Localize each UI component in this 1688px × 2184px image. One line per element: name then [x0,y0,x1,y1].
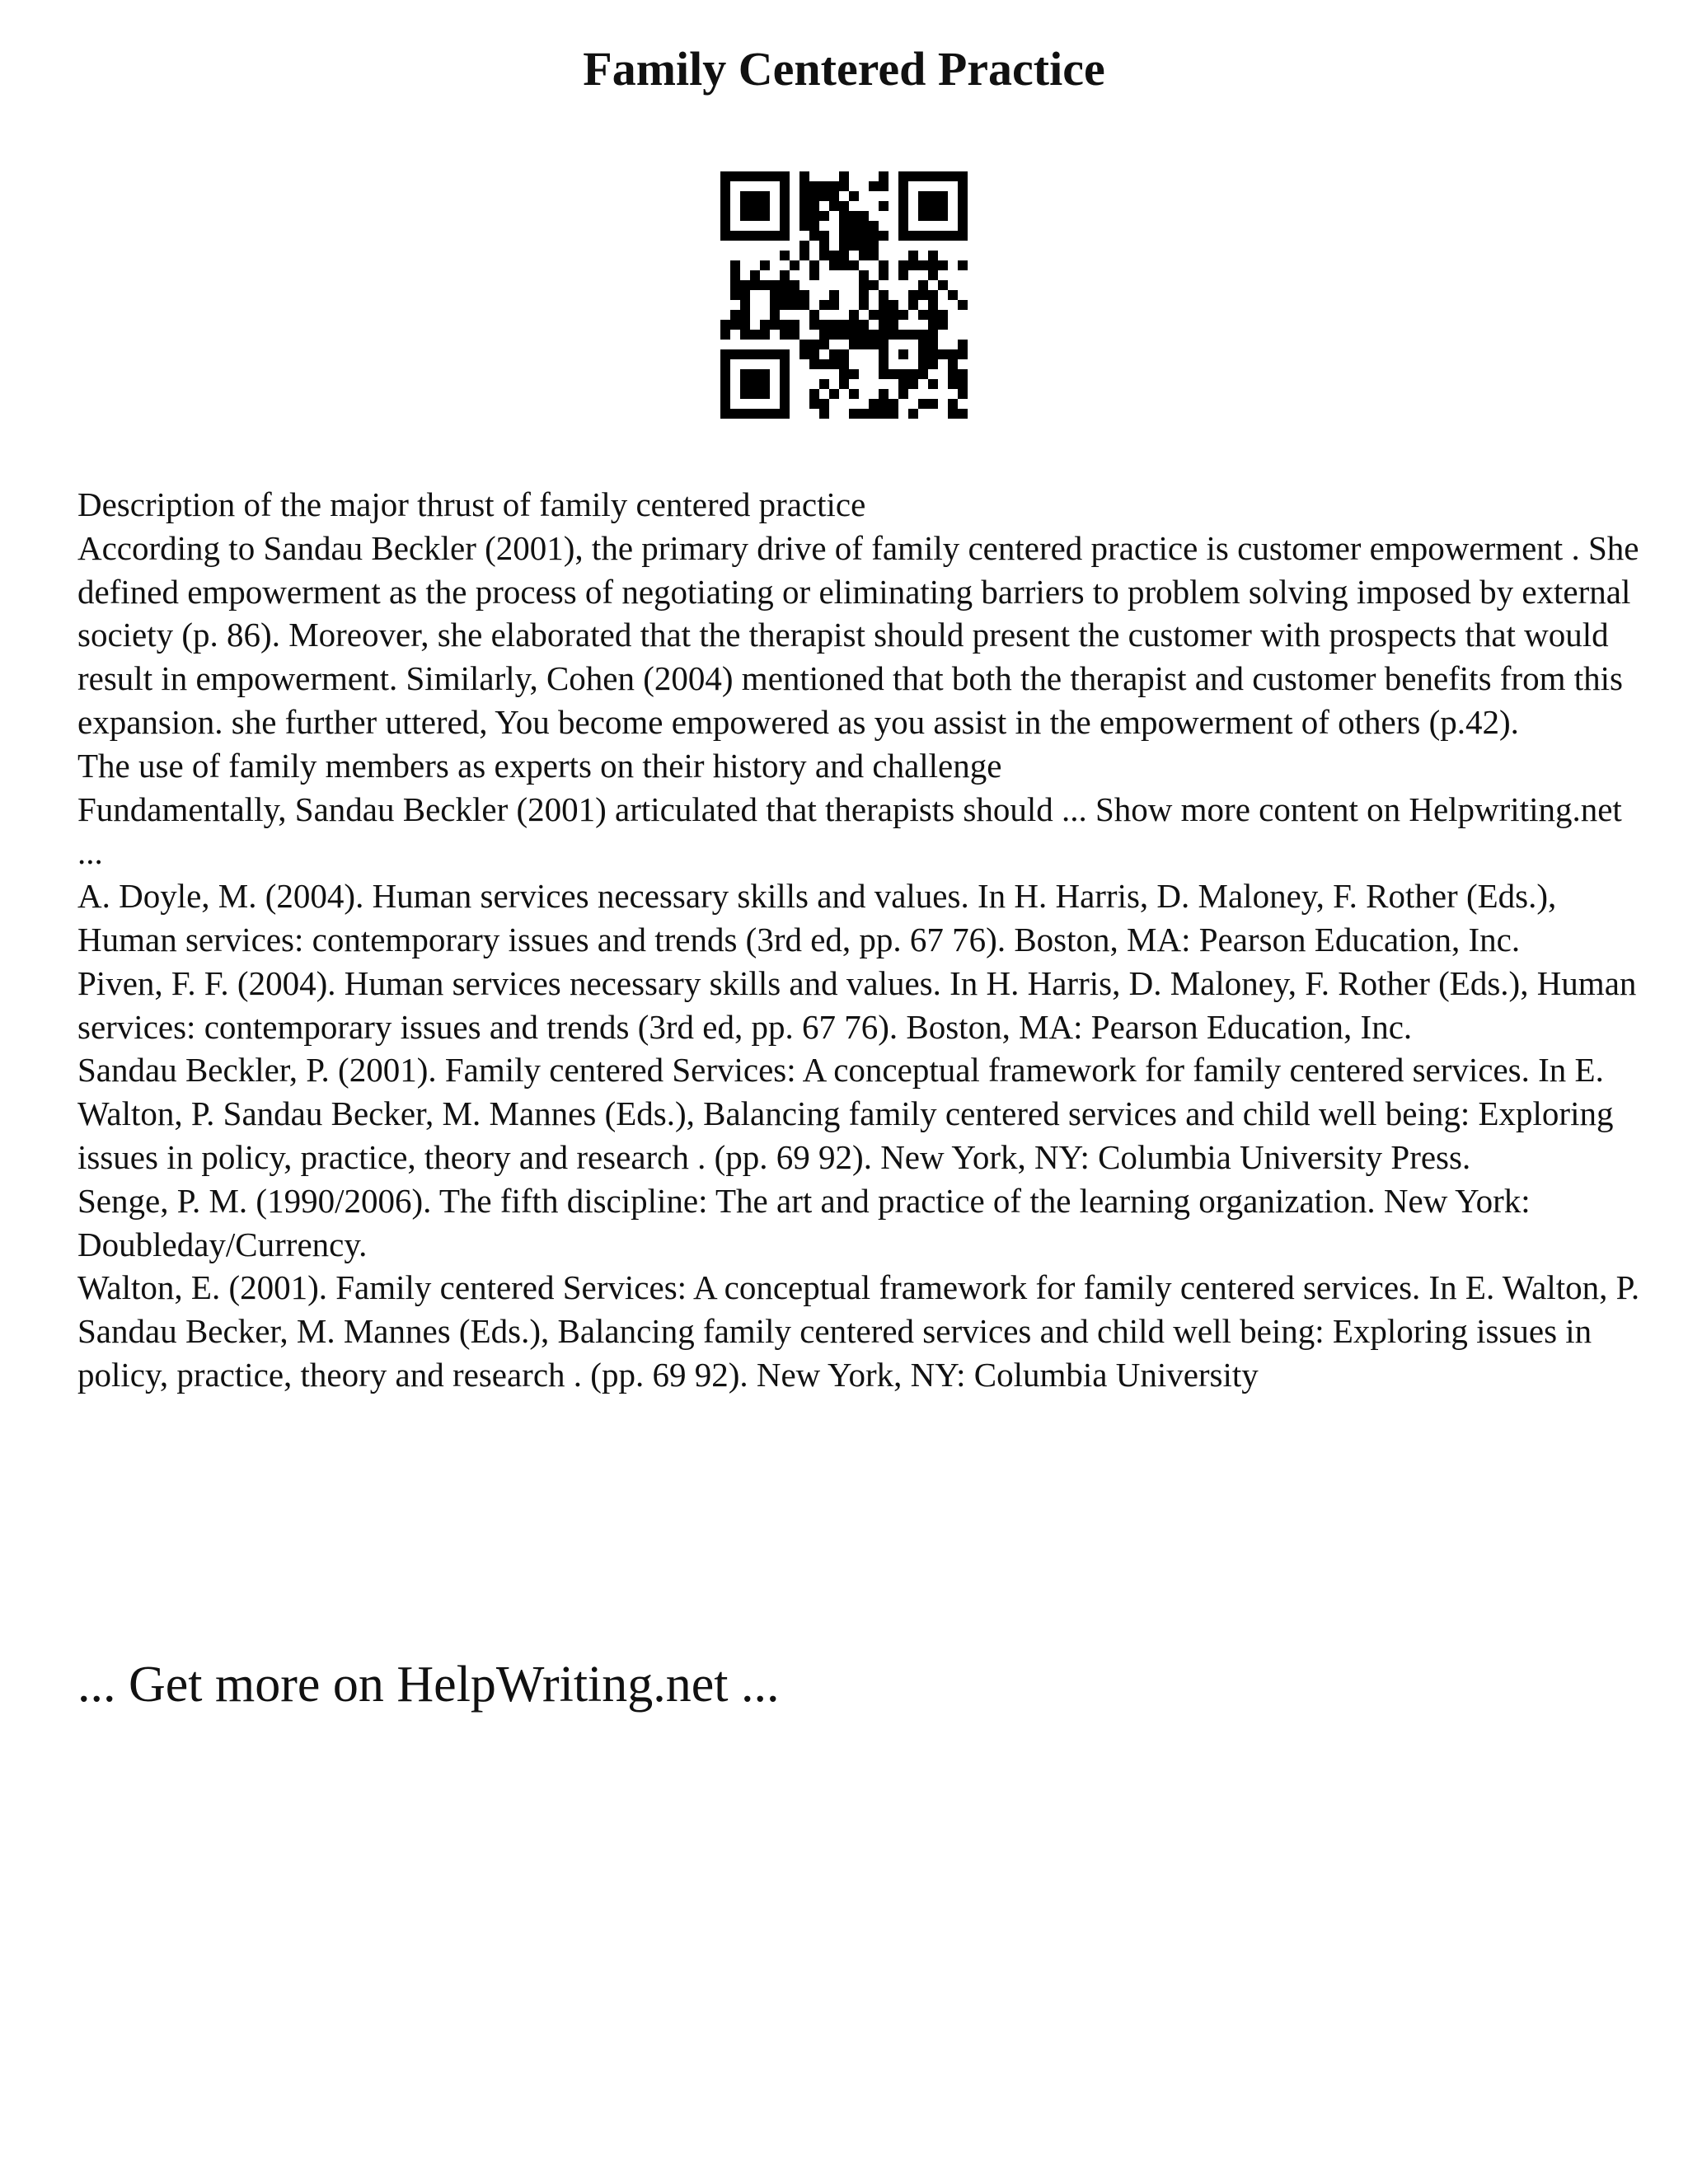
reference-piven: Piven, F. F. (2004). Human services necessary skills and values. In H. Harris, D. Maloney, F. Rother (Eds.), Human services: contemporary issues and trends (3rd ed, pp. 67 76). Boston, MA: Pearson Education, Inc. [77,963,1637,1046]
reference-walton: Walton, E. (2001). Family centered Services: A conceptual framework for family centered services. In E. Walton, P. Sandau Becker, M. Mannes (Eds.), Balancing family centered services and child well being: Exploring issues in policy, practice, theory and research . (pp. 69 92). New York, NY: Columbia University [77,1268,1640,1394]
qr-code-icon [720,171,968,419]
reference-senge: Senge, P. M. (1990/2006). The fifth discipline: The art and practice of the learning organization. New York: Doubleday/Currency. [77,1181,1531,1263]
section-heading-major-thrust: Description of the major thrust of family centered practice [77,485,866,523]
section-heading-family-experts: The use of family members as experts on their history and challenge [77,746,1002,785]
paragraph-show-more: Fundamentally, Sandau Beckler (2001) articulated that therapists should ... Show more content on Helpwriting.net ... [77,790,1622,872]
document-body [77,483,1643,1397]
reference-sandau-beckler: Sandau Beckler, P. (2001). Family centered Services: A conceptual framework for family centered services. In E. Walton, P. Sandau Becker, M. Mannes (Eds.), Balancing family centered services and child well being: Exploring issues in policy, practice, theory and research . (pp. 69 92). New York, NY: Columbia University Press. [77,1051,1614,1176]
paragraph-empowerment: According to Sandau Beckler (2001), the primary drive of family centered practice is customer empowerment . She defined empowerment as the process of negotiating or eliminating barriers to problem solving imposed by external society (p. 86). Moreover, she elaborated that the therapist should present the customer with prospects that would result in empowerment. Similarly, Cohen (2004) mentioned that both the therapist and customer benefits from this expansion. she further uttered, You become empowered as you assist in the empowerment of others (p.42). [77,528,1639,741]
page-title: Family Centered Practice [583,42,1105,96]
get-more-link[interactable]: ... Get more on HelpWriting.net ... [77,1657,780,1713]
reference-doyle: A. Doyle, M. (2004). Human services necessary skills and values. In H. Harris, D. Maloney, F. Rother (Eds.), Human services: contemporary issues and trends (3rd ed, pp. 67 76). Boston, MA: Pearson Education, Inc. [77,877,1557,958]
